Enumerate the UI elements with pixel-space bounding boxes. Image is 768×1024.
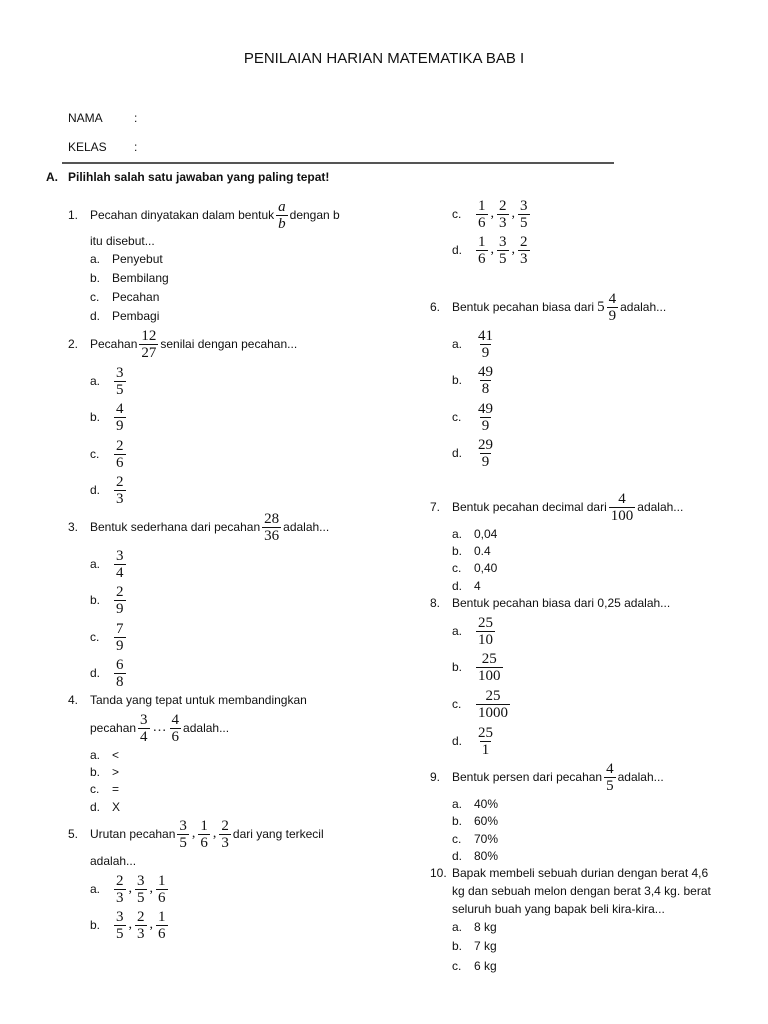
option-b[interactable]: b. > (90, 765, 120, 779)
class-label: KELAS (68, 140, 107, 154)
question-text: Pecahan (90, 337, 138, 351)
question-number: 8. (430, 596, 441, 610)
question-text: adalah... (90, 854, 137, 868)
option-a[interactable]: a. 0,04 (452, 527, 498, 541)
fraction: $\frac{3}{5}$ (179, 817, 187, 851)
option-b[interactable]: b. $\frac{4}{9}$ (90, 400, 124, 434)
option-b[interactable]: b. 0.4 (452, 544, 491, 558)
question-text: Bentuk persen dari pecahan (452, 770, 603, 784)
option-a[interactable]: a. < (90, 748, 120, 762)
option-d[interactable]: d. Pembagi (90, 309, 160, 323)
option-a[interactable]: a. $\frac{2}{3}$ , $\frac{3}{5}$ , $\frac{1}{6}$ (90, 872, 166, 906)
question-2 (68, 327, 297, 361)
question-3 (68, 510, 329, 544)
question-number: 4. (68, 693, 79, 707)
fraction: $\frac{12}{27}$ (141, 327, 157, 361)
option-b[interactable]: b. $\frac{49}{8}$ (452, 363, 493, 397)
option-d[interactable]: d. 80% (452, 849, 499, 863)
option-c[interactable]: c. Pecahan (90, 290, 160, 304)
option-d[interactable]: d. $\frac{25}{1}$ (452, 724, 493, 758)
option-c[interactable]: c. 6 kg (452, 959, 497, 973)
option-a[interactable]: a. $\frac{3}{4}$ (90, 547, 124, 581)
option-a[interactable]: a. $\frac{25}{10}$ (452, 614, 493, 648)
question-number: 3. (68, 520, 79, 534)
option-b[interactable]: b. $\frac{25}{100}$ (452, 650, 501, 684)
question-text: Bentuk pecahan biasa dari 0,25 adalah... (452, 596, 671, 610)
question-text: Bentuk pecahan biasa dari (452, 300, 595, 314)
option-d[interactable]: d. $\frac{2}{3}$ (90, 473, 124, 507)
section-heading: Pilihlah salah satu jawaban yang paling tepat! (68, 170, 330, 184)
option-d[interactable]: d. $\frac{29}{9}$ (452, 436, 493, 470)
option-a[interactable]: a. Penyebut (90, 252, 163, 266)
question-text: senilai dengan pecahan... (160, 337, 298, 351)
question-7 (430, 490, 683, 524)
option-a[interactable]: a. $\frac{41}{9}$ (452, 327, 493, 361)
option-b[interactable]: b. 7 kg (452, 939, 497, 953)
option-c[interactable]: c. = (90, 782, 120, 796)
fraction: $\frac{a}{b}$ (278, 198, 286, 232)
question-text: adalah... (617, 770, 664, 784)
section-letter: A. (46, 170, 58, 184)
question-text: adalah... (283, 520, 330, 534)
question-text: Tanda yang tepat untuk membandingkan (90, 693, 307, 707)
question-number: 2. (68, 337, 79, 351)
question-4 (68, 693, 307, 707)
question-8 (430, 596, 670, 610)
fraction: $\frac{28}{36}$ (264, 510, 280, 544)
question-number: 9. (430, 770, 441, 784)
question-1 (68, 199, 340, 231)
question-text: Pecahan dinyatakan dalam bentuk (90, 208, 275, 222)
fraction: $\frac{4}{9}$ (608, 290, 617, 324)
question-text: Bapak membeli sebuah durian dengan berat 4,6 (452, 866, 709, 880)
question-number: 5. (68, 827, 79, 841)
question-9 (430, 760, 664, 794)
option-c[interactable]: c. $\frac{49}{9}$ (452, 400, 493, 434)
option-d[interactable]: d. $\frac{1}{6}$ , $\frac{3}{5}$ , $\frac{2}{3}$ (452, 233, 528, 267)
class-colon: : (134, 140, 138, 154)
name-label: NAMA (68, 111, 103, 125)
option-c[interactable]: c. 70% (452, 832, 499, 846)
question-number: 7. (430, 500, 441, 514)
question-text: adalah... (637, 500, 684, 514)
fraction: $\frac{1}{6}$ (200, 817, 208, 851)
question-text: itu disebut... (90, 234, 155, 248)
fraction: $\frac{4}{100}$ (610, 490, 634, 524)
question-number: 1. (68, 208, 79, 222)
option-a[interactable]: a. 8 kg (452, 920, 497, 934)
option-d[interactable]: d. $\frac{6}{8}$ (90, 656, 124, 690)
header-divider (62, 162, 614, 164)
question-text: Urutan pecahan (90, 827, 176, 841)
fraction: $\frac{2}{3}$ (221, 817, 229, 851)
option-c[interactable]: c. $\frac{1}{6}$ , $\frac{2}{3}$ , $\frac{3}{5}$ (452, 197, 528, 231)
option-a[interactable]: a. $\frac{3}{5}$ (90, 364, 124, 398)
question-text: kg dan sebuah melon dengan berat 3,4 kg. berat (452, 884, 711, 898)
question-number: 10. (430, 866, 447, 880)
option-b[interactable]: b. 60% (452, 814, 499, 828)
option-d[interactable]: d. X (90, 800, 121, 814)
option-d[interactable]: d. 4 (452, 579, 481, 593)
option-c[interactable]: c. $\frac{2}{6}$ (90, 437, 124, 471)
option-c[interactable]: c. $\frac{7}{9}$ (90, 620, 124, 654)
option-b[interactable]: b. $\frac{2}{9}$ (90, 583, 124, 617)
option-b[interactable]: b. $\frac{3}{5}$ , $\frac{2}{3}$ , $\frac{1}{6}$ (90, 908, 166, 942)
question-text: Bentuk sederhana dari pecahan (90, 520, 261, 534)
question-text: Bentuk pecahan decimal dari (452, 500, 607, 514)
page-title: PENILAIAN HARIAN MATEMATIKA BAB I (243, 50, 525, 67)
option-c[interactable]: c. $\frac{25}{1000}$ (452, 687, 508, 721)
question-number: 6. (430, 300, 441, 314)
question-10 (430, 866, 708, 880)
option-b[interactable]: b. Bembilang (90, 271, 169, 285)
option-c[interactable]: c. 0,40 (452, 561, 498, 575)
fraction: $\frac{4}{5}$ (606, 760, 614, 794)
question-text: dari yang terkecil (232, 827, 324, 841)
question-6: 6. Bentuk pecahan biasa dari 5 $\frac{4}{9}$ adalah... (430, 290, 667, 324)
option-a[interactable]: a. 40% (452, 797, 499, 811)
question-5: 5. Urutan pecahan $\frac{3}{5}$ , $\frac{1}{6}$ , $\frac{2}{3}$ dari yang terkecil (68, 817, 324, 851)
question-text: dengan b (289, 208, 340, 222)
question-text: seluruh buah yang bapak beli kira-kira... (452, 902, 665, 916)
name-colon: : (134, 111, 138, 125)
question-text: adalah... (620, 300, 667, 314)
question-text: pecahan $\frac{3}{4}$ … $\frac{4}{6}$ adalah... (90, 711, 230, 745)
